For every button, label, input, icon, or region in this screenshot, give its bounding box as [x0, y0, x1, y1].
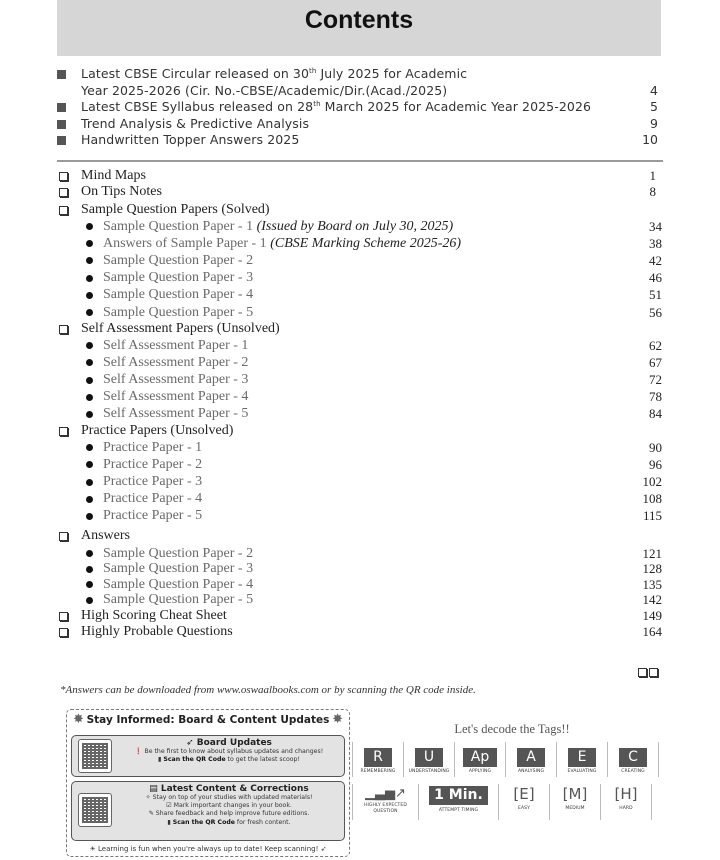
- checkbox-square-icon: [59, 325, 68, 334]
- tag-caption: EASY: [518, 806, 530, 811]
- stay-informed-box: [66, 709, 350, 857]
- panel-title: [116, 738, 342, 748]
- tag-caption: HIGHLY EXPECTED QUESTION: [364, 803, 407, 814]
- tag-caption: UNDERSTANDING: [408, 769, 450, 774]
- party-popper-icon: ✸: [73, 712, 84, 727]
- bullet-icon: [86, 377, 93, 384]
- top-item-circular[interactable]: [57, 66, 660, 99]
- checkbox-square-icon: [59, 612, 68, 621]
- tag-caption: EVALUATING: [567, 769, 597, 774]
- section-sample-papers[interactable]: [57, 202, 662, 218]
- bullet-icon: [86, 359, 93, 366]
- tags-legend: [352, 722, 664, 814]
- panel-title-text: Latest Content & Corrections: [160, 784, 309, 794]
- tag-badge: R: [364, 748, 392, 767]
- checkbox-icon: ☑: [166, 802, 174, 810]
- page-number: 108: [642, 491, 662, 507]
- bullet-icon: [86, 513, 93, 520]
- tag-caption: APPLYING: [468, 769, 492, 774]
- page-number: 67: [649, 354, 662, 370]
- top-item-syllabus[interactable]: [57, 99, 660, 116]
- square-bullet-icon: [57, 103, 66, 112]
- panel-line-text: Share feedback and help improve future editions.: [155, 810, 310, 818]
- bullet-icon: [86, 496, 93, 503]
- tag-badge: U: [415, 748, 443, 767]
- table-of-contents: [57, 168, 662, 640]
- section-on-tips[interactable]: [57, 184, 662, 200]
- party-popper-icon: ✸: [332, 712, 343, 727]
- square-bullet-icon: [57, 120, 66, 129]
- timing-badge: 1 Min.: [429, 786, 488, 805]
- bullet-icon: [86, 581, 93, 588]
- section-cheat-sheet[interactable]: [57, 608, 662, 624]
- bullet-icon: [86, 394, 93, 401]
- item-label: Practice Paper - 1: [103, 439, 203, 455]
- panel-line-text: Be the first to know about syllabus updates and changes!: [144, 748, 324, 755]
- item-text: Sample Question Paper - 1: [103, 218, 257, 234]
- tags-title: Let's decode the Tags!!: [454, 722, 570, 736]
- item-label: Sample Question Paper - 4: [103, 576, 254, 592]
- list-item[interactable]: [57, 508, 662, 525]
- sparkle-icon: ✧: [145, 794, 153, 801]
- rocket-icon: ➶: [318, 845, 327, 853]
- top-item-label: [81, 66, 660, 99]
- text-part: July 2025 for Academic: [316, 66, 468, 81]
- qr-code-icon[interactable]: [78, 739, 112, 773]
- tag-caption: REMEMBERING: [360, 769, 396, 774]
- tag-easy: [499, 784, 550, 820]
- item-label: Sample Question Paper - 2: [103, 252, 254, 268]
- bullet-icon: [86, 257, 93, 264]
- list-item[interactable]: [57, 252, 662, 269]
- difficulty-code: [H]: [614, 785, 638, 803]
- books-icon: ▤: [149, 784, 161, 794]
- page-number: 5: [650, 99, 658, 114]
- tag-badge: C: [619, 748, 647, 767]
- top-item-label: Handwritten Topper Answers 2025: [81, 132, 300, 147]
- list-item[interactable]: [57, 491, 662, 508]
- item-label: [103, 236, 461, 252]
- page-number: 121: [642, 545, 662, 561]
- list-item[interactable]: [57, 354, 662, 371]
- tag-badge: A: [517, 748, 545, 767]
- scan-rest: for fresh content.: [234, 818, 291, 826]
- panel-line: [116, 810, 342, 818]
- bar-chart-trend-icon: ▁▃▅↗: [365, 786, 406, 801]
- panel-line-text: Mark important changes in your book.: [173, 802, 292, 810]
- bullet-icon: [86, 292, 93, 299]
- phone-icon: ▮: [167, 818, 173, 826]
- list-item[interactable]: [57, 473, 662, 490]
- page-number: 102: [642, 474, 662, 490]
- latest-content-panel: [71, 781, 345, 841]
- top-item-label: [81, 99, 660, 116]
- item-label: Self Assessment Paper - 1: [103, 337, 249, 353]
- list-item[interactable]: [57, 235, 662, 252]
- section-label: Highly Probable Questions: [81, 624, 233, 639]
- text-part: Latest CBSE Circular released on 30: [81, 66, 310, 81]
- section-label: On Tips Notes: [81, 184, 162, 199]
- page-number: 128: [642, 561, 662, 577]
- stay-informed-footer: [67, 845, 349, 853]
- list-item[interactable]: [57, 562, 662, 578]
- page-title: Contents: [304, 6, 414, 34]
- checkbox-square-icon: [59, 188, 68, 197]
- item-label: Self Assessment Paper - 4: [103, 389, 249, 405]
- page-number: 9: [650, 115, 658, 131]
- qr-code-icon[interactable]: [78, 793, 112, 827]
- item-label: Practice Paper - 5: [103, 508, 203, 524]
- bullet-icon: [86, 411, 93, 418]
- page-number: 56: [649, 304, 662, 320]
- item-label: Sample Question Paper - 2: [103, 545, 254, 561]
- list-item[interactable]: [57, 577, 662, 593]
- phone-icon: ▮: [158, 756, 164, 764]
- tag-caption: HARD: [619, 806, 633, 811]
- tag-highly-expected: [353, 784, 419, 820]
- item-note: (CBSE Marking Scheme 2025-26): [270, 235, 462, 251]
- section-label: Answers: [81, 528, 130, 543]
- list-item[interactable]: [57, 406, 662, 423]
- section-label: Practice Papers (Unsolved): [81, 423, 234, 439]
- difficulty-code: [E]: [513, 785, 535, 803]
- tag-caption: ATTEMPT TIMING: [438, 808, 479, 813]
- bullet-icon: [86, 597, 93, 604]
- rocket-icon: ➶: [186, 738, 197, 748]
- list-item[interactable]: [57, 218, 662, 235]
- board-updates-panel: [71, 735, 345, 777]
- tag-medium: [550, 784, 601, 820]
- tag-evaluating: [557, 742, 608, 777]
- item-label: Sample Question Paper - 5: [103, 304, 254, 320]
- superscript: th: [313, 100, 321, 108]
- top-item-topper[interactable]: [57, 132, 660, 149]
- item-label: Practice Paper - 3: [103, 474, 203, 490]
- end-mark-icon: [638, 668, 658, 677]
- alert-icon: ❗: [134, 748, 145, 755]
- item-text: Answers of Sample Paper - 1: [103, 235, 271, 251]
- scan-rest: to get the latest scoop!: [225, 756, 300, 764]
- text-part: Latest CBSE Syllabus released on 28: [81, 99, 314, 114]
- top-item-trend[interactable]: [57, 116, 660, 133]
- item-label: Practice Paper - 2: [103, 456, 203, 472]
- section-practice-papers[interactable]: [57, 423, 662, 439]
- superscript: th: [309, 67, 317, 75]
- text-part: Year 2025-2026 (Cir. No.-CBSE/Academic/Dir.(Acad./2025): [81, 82, 448, 98]
- page-number: 4: [650, 82, 658, 98]
- panel-line: [116, 748, 342, 756]
- item-label: Sample Question Paper - 3: [103, 270, 254, 286]
- panel-title: [116, 784, 342, 794]
- bullet-icon: [86, 566, 93, 573]
- page-number: 72: [649, 372, 662, 388]
- checkbox-square-icon: [59, 427, 68, 436]
- tag-analysing: [506, 742, 557, 777]
- section-self-assessment[interactable]: [57, 321, 662, 337]
- item-label: Sample Question Paper - 5: [103, 592, 254, 608]
- item-label: Sample Question Paper - 3: [103, 561, 254, 577]
- tag-understanding: [404, 742, 455, 777]
- page-number: 62: [649, 337, 662, 353]
- cognitive-tags-row: [352, 742, 659, 777]
- tag-applying: [455, 742, 506, 777]
- top-list: [57, 66, 660, 149]
- panel-line: [116, 802, 342, 810]
- section-mind-maps[interactable]: [57, 168, 662, 184]
- section-answers[interactable]: [57, 528, 662, 544]
- page-number: 149: [642, 608, 662, 623]
- page-number: 142: [642, 592, 662, 608]
- page-number: 164: [642, 624, 662, 639]
- list-item[interactable]: [57, 337, 662, 354]
- lightbulb-icon: ☀: [89, 845, 98, 853]
- checkbox-square-icon: [59, 628, 68, 637]
- list-item[interactable]: [57, 304, 662, 321]
- page-number: 96: [649, 456, 662, 472]
- tag-caption: ANALYSING: [517, 769, 545, 774]
- list-item[interactable]: [57, 287, 662, 304]
- page-number: 90: [649, 439, 662, 455]
- item-label: Self Assessment Paper - 5: [103, 406, 249, 422]
- tag-hard: [601, 784, 652, 820]
- square-bullet-icon: [57, 136, 66, 145]
- difficulty-code: [M]: [562, 785, 588, 803]
- square-bullet-icon: [57, 70, 66, 79]
- bullet-icon: [86, 223, 93, 230]
- bullet-icon: [86, 550, 93, 557]
- page-number: 42: [649, 252, 662, 268]
- panel-line: [116, 756, 342, 764]
- list-item[interactable]: [57, 546, 662, 562]
- list-item[interactable]: [57, 270, 662, 287]
- item-label: Practice Paper - 4: [103, 491, 203, 507]
- item-label: Self Assessment Paper - 2: [103, 354, 249, 370]
- checkbox-square-icon: [59, 172, 68, 181]
- tag-caption: MEDIUM: [565, 806, 585, 811]
- header-band: [57, 0, 661, 56]
- page-number: 10: [642, 132, 658, 147]
- top-item-label: Trend Analysis & Predictive Analysis: [81, 115, 310, 131]
- text-part: March 2025 for Academic Year 2025-2026: [320, 99, 592, 114]
- page-number: 51: [649, 287, 662, 303]
- divider: [57, 160, 663, 162]
- bullet-icon: [86, 240, 93, 247]
- scan-bold: Scan the QR Code: [163, 756, 226, 764]
- page-number: 46: [649, 270, 662, 286]
- tag-badge: Ap: [463, 748, 497, 767]
- item-label: [103, 219, 453, 235]
- tag-remembering: [353, 742, 404, 777]
- section-label: High Scoring Cheat Sheet: [81, 608, 227, 623]
- section-label: Mind Maps: [81, 168, 146, 183]
- other-tags-row: [352, 784, 652, 820]
- bullet-icon: [86, 275, 93, 282]
- page-number: 135: [642, 576, 662, 592]
- list-item[interactable]: [57, 456, 662, 473]
- bullet-icon: [86, 309, 93, 316]
- list-item[interactable]: [57, 389, 662, 406]
- page-number: 38: [649, 235, 662, 251]
- tag-creating: [608, 742, 659, 777]
- page-number: 84: [649, 406, 662, 422]
- panel-line: [116, 794, 342, 802]
- scan-bold: Scan the QR Code: [172, 818, 235, 826]
- panel-title-text: Board Updates: [196, 738, 272, 748]
- item-label: Sample Question Paper - 4: [103, 287, 254, 303]
- tag-attempt-timing: [419, 784, 499, 820]
- item-label: Self Assessment Paper - 3: [103, 372, 249, 388]
- tag-caption: CREATING: [621, 769, 645, 774]
- checkbox-square-icon: [59, 206, 68, 215]
- page-number: 78: [649, 389, 662, 405]
- section-label: Sample Question Papers (Solved): [81, 202, 270, 217]
- panel-line: [116, 819, 342, 827]
- section-probable-questions[interactable]: [57, 624, 662, 640]
- list-item[interactable]: [57, 439, 662, 456]
- footnote: *Answers can be downloaded from www.oswaalbooks.com or by scanning the QR code inside.: [60, 684, 476, 696]
- bullet-icon: [86, 479, 93, 486]
- stay-informed-title: Stay Informed: Board & Content Updates: [86, 714, 330, 726]
- pencil-icon: ✎: [148, 810, 156, 818]
- panel-line-text: Stay on top of your studies with updated materials!: [152, 794, 313, 801]
- bullet-icon: [86, 444, 93, 451]
- page-number: 1: [649, 168, 656, 183]
- page-number: 115: [642, 508, 662, 524]
- page-number: 34: [649, 218, 662, 234]
- tag-badge: E: [568, 748, 596, 767]
- checkbox-square-icon: [59, 532, 68, 541]
- page-number: 8: [649, 184, 656, 199]
- item-note: (Issued by Board on July 30, 2025): [256, 218, 454, 234]
- footer-text: Learning is fun when you're always up to date! Keep scanning!: [98, 845, 319, 853]
- list-item[interactable]: [57, 593, 662, 609]
- bullet-icon: [86, 342, 93, 349]
- section-label: Self Assessment Papers (Unsolved): [81, 321, 280, 337]
- bullet-icon: [86, 461, 93, 468]
- list-item[interactable]: [57, 372, 662, 389]
